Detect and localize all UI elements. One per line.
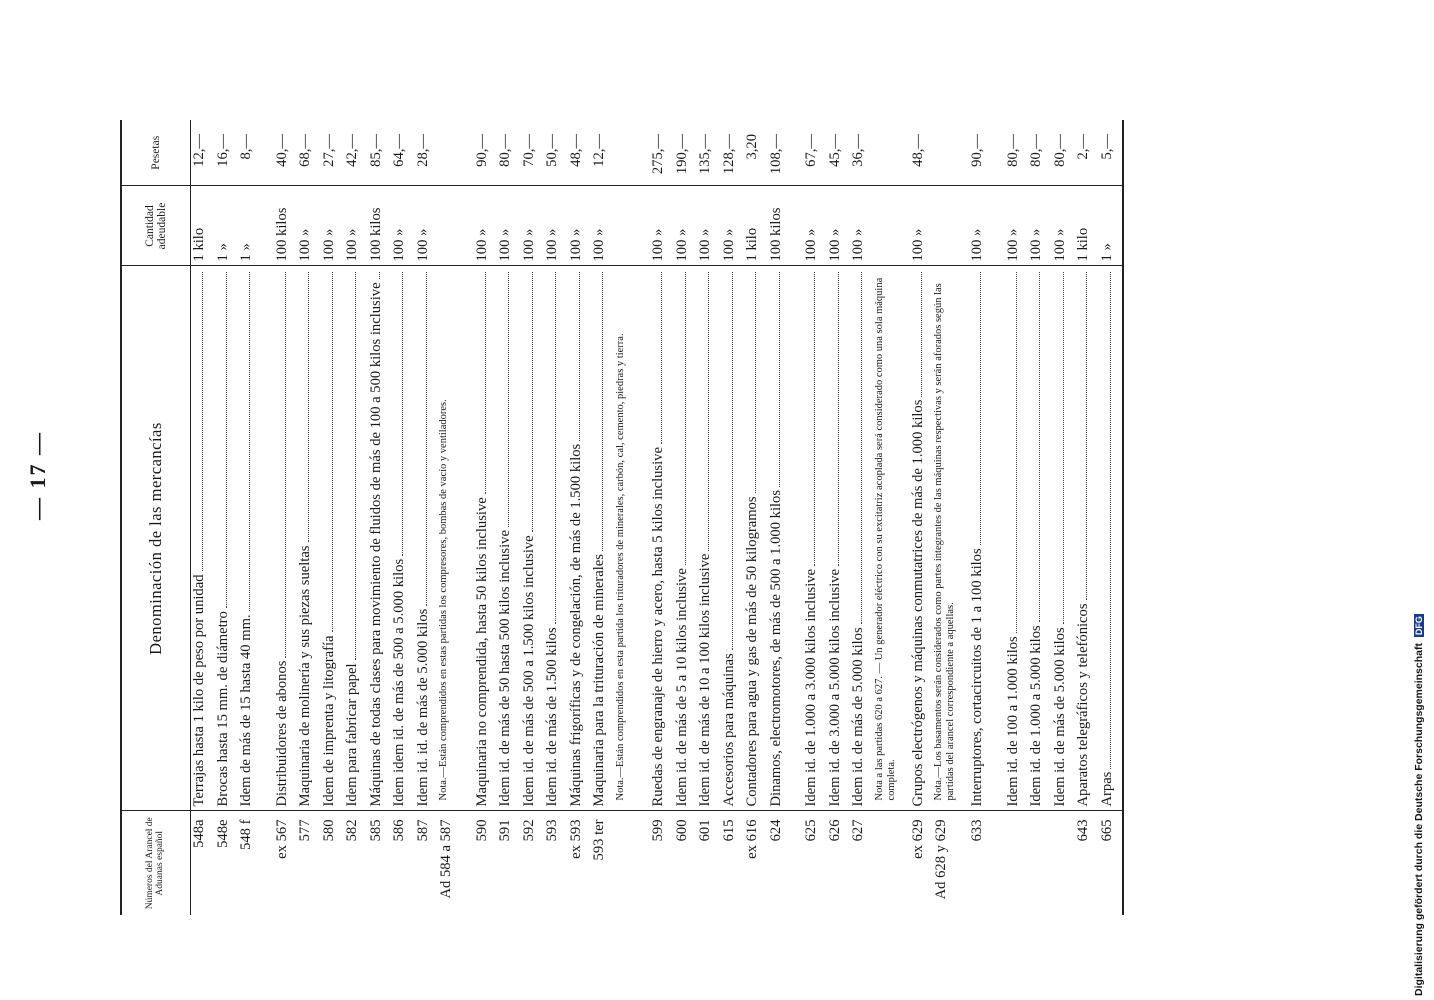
tariff-number: 633 (969, 819, 986, 842)
note-cell (933, 266, 957, 811)
tariff-number: 665 (1099, 811, 1124, 915)
dot-leader (402, 273, 403, 556)
pesetas-value: 8,— (238, 120, 262, 186)
quantity-unit: 100 » (850, 186, 874, 266)
tariff-number: 643 (1075, 819, 1092, 842)
dot-leader (1086, 273, 1087, 601)
dot-leader (285, 273, 286, 658)
quantity-unit: 100 » (521, 186, 545, 266)
dot-leader (532, 273, 533, 533)
description-text: Idem id. de 100 a 1.000 kilos (1004, 636, 1021, 807)
dot-leader (1110, 273, 1111, 769)
pesetas-value (438, 120, 462, 186)
pesetas-value: 90,— (969, 120, 993, 186)
tariff-number: Ad 628 y 629 (933, 819, 950, 900)
pesetas-value: 90,— (474, 120, 498, 186)
quantity-unit: 1 » (238, 186, 262, 266)
pesetas-value: 36,— (850, 120, 874, 186)
table-row (1052, 120, 1076, 915)
table-row (438, 120, 462, 915)
description-text: Idem id. de más de 5.000 kilos (1051, 627, 1068, 807)
dot-leader (379, 273, 380, 280)
quantity-unit: 100 » (544, 186, 568, 266)
pesetas-value: 85,— (368, 120, 392, 186)
goods-description (1075, 266, 1099, 811)
dot-leader (1016, 273, 1017, 634)
pesetas-value: 80,— (1005, 120, 1029, 186)
table-row (568, 120, 592, 915)
note-cell (874, 266, 898, 811)
dot-leader (755, 273, 756, 494)
table-row (850, 120, 874, 915)
goods-description (969, 266, 993, 811)
dot-leader (202, 273, 203, 572)
table-row (391, 120, 415, 915)
description-text: Arpas (1098, 771, 1115, 807)
tariff-number: 591 (497, 819, 513, 842)
description-text: Idem id. id. de más de 5.000 kilos (414, 608, 431, 807)
table-header-row (121, 120, 191, 915)
goods-description (827, 266, 851, 811)
quantity-unit: 1 kilo (191, 186, 215, 266)
row-spacer (462, 120, 474, 915)
table-row (474, 120, 498, 915)
tariff-number: 592 (520, 819, 537, 842)
description-text: Idem idem id. de más de 500 a 5.000 kilos (391, 558, 407, 807)
quantity-unit (933, 186, 957, 266)
quantity-unit: 100 » (697, 186, 721, 266)
pesetas-value: 70,— (521, 120, 545, 186)
note-text: Nota.—Están comprendidos en estas partidas los compresores, bombas de vacío y ventiladores. (438, 399, 449, 801)
description-text: Idem id. de más de 5 a 10 kilos inclusive (673, 568, 690, 807)
goods-description (1099, 266, 1124, 811)
description-text: Idem de más de 15 hasta 40 mm. (238, 614, 254, 807)
quantity-unit: 100 kilos (274, 186, 298, 266)
description-text: Contadores para agua y gas de más de 50 kilogramos (744, 496, 760, 807)
tariff-number: 585 (367, 819, 384, 842)
quantity-unit: 100 » (1005, 186, 1029, 266)
table-row (650, 120, 674, 915)
goods-description (591, 266, 615, 811)
note-text: Nota.—Los basamentos serán considerados como partes integrantes de las máquinas respectivas y serán aforados según las partidas del arancel correspondiente a aquellas. (933, 283, 957, 801)
dot-leader (1063, 273, 1064, 625)
description-text: Terrajas hasta 1 kilo de peso por unidad (191, 574, 207, 807)
dfg-logo: DFG (1414, 616, 1424, 636)
quantity-unit: 100 » (803, 186, 827, 266)
tariff-number (874, 811, 898, 915)
goods-description (191, 266, 215, 811)
quantity-unit: 100 » (474, 186, 498, 266)
note-cell (615, 266, 639, 811)
table-row (297, 120, 321, 915)
tariff-number: ex 616 (744, 819, 760, 859)
description-text: Aparatos telegráficos y telefónicos (1075, 603, 1092, 807)
row-spacer (638, 120, 650, 915)
tariff-number (615, 811, 639, 915)
description-text: Idem id. de más de 5.000 kilos (850, 627, 866, 807)
tariff-number: 587 (414, 819, 431, 842)
table-row (721, 120, 745, 915)
tariff-number: 548e (214, 819, 231, 848)
tariff-number: 627 (850, 819, 866, 842)
quantity-unit: 100 » (415, 186, 439, 266)
pesetas-value: 27,— (321, 120, 345, 186)
dot-leader (861, 273, 862, 625)
table-row (344, 120, 368, 915)
pesetas-value: 80,— (497, 120, 521, 186)
pesetas-value: 67,— (803, 120, 827, 186)
pesetas-value: 12,— (191, 120, 215, 186)
goods-description (321, 266, 345, 811)
table-row (803, 120, 827, 915)
table-row (1099, 120, 1124, 915)
tariff-number: 582 (344, 819, 360, 842)
table-body (191, 120, 1124, 915)
quantity-unit: 100 » (910, 186, 934, 266)
pesetas-value: 68,— (297, 120, 321, 186)
tariff-table (120, 120, 1124, 915)
goods-description (803, 266, 827, 811)
quantity-unit: 100 » (568, 186, 592, 266)
tariff-number: ex 593 (567, 819, 584, 859)
table-row (697, 120, 721, 915)
header-numeros: Números del Arancel de Aduanas español (121, 811, 191, 915)
pesetas-value: 12,— (591, 120, 615, 186)
dot-leader (814, 273, 815, 566)
dot-leader (732, 273, 733, 651)
pesetas-value: 190,— (674, 120, 698, 186)
description-text: Idem id. de 3.000 a 5.000 kilos inclusive (826, 568, 843, 807)
tariff-number: 625 (803, 819, 819, 842)
table-row (274, 120, 298, 915)
row-spacer (791, 120, 803, 915)
description-text: Grupos electrógenos y máquinas conmutatrices de más de 1.000 kilos (909, 399, 926, 807)
goods-description (368, 266, 392, 811)
tariff-number: 590 (473, 819, 490, 842)
goods-description (391, 266, 415, 811)
dot-leader (1039, 273, 1040, 623)
description-text: Máquinas frigoríficas y de congelación, de más de 1.500 kilos (567, 443, 584, 807)
goods-description (850, 266, 874, 811)
table-row (744, 120, 768, 915)
goods-description (674, 266, 698, 811)
quantity-unit: 1 » (1099, 186, 1124, 266)
table-row (238, 120, 262, 915)
dot-leader (332, 273, 333, 633)
dot-leader (355, 273, 356, 661)
quantity-unit: 100 » (827, 186, 851, 266)
pesetas-value (874, 120, 898, 186)
tariff-number: 600 (673, 819, 690, 842)
goods-description (1028, 266, 1052, 811)
goods-description (415, 266, 439, 811)
note-cell (438, 266, 462, 811)
table-row (497, 120, 521, 915)
pesetas-value: 275,— (650, 120, 674, 186)
quantity-unit (438, 186, 462, 266)
header-denominacion: Denominación de las mercancías (121, 266, 191, 811)
quantity-unit: 100 » (1052, 186, 1076, 266)
quantity-unit (615, 186, 639, 266)
pesetas-value: 48,— (568, 120, 592, 186)
tariff-number: 577 (297, 819, 313, 842)
description-text: Dinamos, electromotores, de más de 500 a 1.000 kilos (767, 489, 784, 807)
table-row (910, 120, 934, 915)
tariff-number: 601 (697, 819, 713, 842)
pesetas-value: 80,— (1028, 120, 1052, 186)
goods-description (297, 266, 321, 811)
note-text: Nota a las partidas 620 a 627. — Un generador eléctrico con su excitatriz acoplada será considerado como una sola máquina completa. (873, 277, 897, 801)
quantity-unit: 100 » (344, 186, 368, 266)
quantity-unit: 100 kilos (368, 186, 392, 266)
table-row (544, 120, 568, 915)
goods-description (650, 266, 674, 811)
dot-leader (579, 273, 580, 441)
quantity-unit: 100 » (650, 186, 674, 266)
goods-description (544, 266, 568, 811)
tariff-number: 626 (826, 819, 843, 842)
description-text: Maquinaria no comprendida, hasta 50 kilos inclusive (473, 497, 490, 807)
tariff-number: ex 567 (273, 819, 290, 859)
table-row (191, 120, 215, 915)
table-row (215, 120, 239, 915)
table-row (415, 120, 439, 915)
table-row (768, 120, 792, 915)
tariff-number: ex 629 (909, 819, 926, 859)
description-text: Idem id. de más de 500 a 1.500 kilos inclusive (520, 535, 537, 807)
row-spacer (898, 120, 910, 915)
tariff-number: 615 (720, 819, 737, 842)
page-number: — 17 — (25, 431, 50, 520)
tariff-number (1052, 811, 1076, 915)
dot-leader (838, 273, 839, 566)
tariff-number: 548 f (238, 819, 254, 850)
dot-leader (485, 273, 486, 495)
description-text: Idem id. de más de 50 hasta 500 kilos inclusive (497, 530, 513, 807)
dot-leader (661, 273, 662, 445)
pesetas-value: 2,— (1075, 120, 1099, 186)
description-text: Idem id. de más de 1.500 kilos (544, 627, 560, 807)
table-row (969, 120, 993, 915)
quantity-unit: 100 » (321, 186, 345, 266)
quantity-unit: 100 » (297, 186, 321, 266)
table-row (321, 120, 345, 915)
quantity-unit: 100 » (721, 186, 745, 266)
goods-description (697, 266, 721, 811)
pesetas-value: 48,— (910, 120, 934, 186)
tariff-number: 548a (191, 819, 207, 848)
pesetas-value: 108,— (768, 120, 792, 186)
dfg-credit (1413, 614, 1425, 996)
quantity-unit: 100 » (674, 186, 698, 266)
description-text: Máquinas de todas clases para movimiento de fluidos de más de 100 a 500 kilos inclusive (367, 282, 384, 807)
tariff-number (1005, 811, 1029, 915)
goods-description (474, 266, 498, 811)
pesetas-value: 5,— (1099, 120, 1124, 186)
dot-leader (685, 273, 686, 566)
quantity-unit: 100 » (591, 186, 615, 266)
table-row (368, 120, 392, 915)
table-row (591, 120, 615, 915)
table-row (615, 120, 639, 915)
quantity-unit: 1 kilo (744, 186, 768, 266)
description-text: Distribuidores de abonos (273, 660, 290, 807)
quantity-unit: 100 » (969, 186, 993, 266)
goods-description (568, 266, 592, 811)
table-row (827, 120, 851, 915)
pesetas-value: 50,— (544, 120, 568, 186)
pesetas-value: 40,— (274, 120, 298, 186)
pesetas-value (615, 120, 639, 186)
tariff-number: 586 (391, 819, 407, 842)
description-text: Idem para fabricar papel (344, 663, 360, 807)
note-text: Nota.—Están comprendidos en esta partida los trituradores de minerales, carbón, cal, cemento, piedras y tierra. (614, 333, 626, 801)
table-row (674, 120, 698, 915)
goods-description (274, 266, 298, 811)
goods-description (344, 266, 368, 811)
quantity-unit: 100 » (391, 186, 415, 266)
pesetas-value: 80,— (1052, 120, 1076, 186)
tariff-number: 624 (767, 819, 784, 842)
goods-description (215, 266, 239, 811)
pesetas-value: 16,— (215, 120, 239, 186)
description-text: Idem de imprenta y litografía (320, 635, 337, 807)
description-text: Idem id. de 1.000 a 5.000 kilos (1028, 625, 1045, 807)
row-spacer (957, 120, 969, 915)
goods-description (1005, 266, 1029, 811)
dot-leader (602, 273, 603, 552)
table-row (874, 120, 898, 915)
quantity-unit: 1 kilo (1075, 186, 1099, 266)
tariff-number: 593 ter (591, 819, 607, 861)
dot-leader (249, 273, 250, 612)
table-row (1005, 120, 1029, 915)
quantity-unit: 100 » (497, 186, 521, 266)
tariff-number: 593 (544, 819, 560, 842)
description-text: Accesorios para máquinas (720, 653, 737, 807)
pesetas-value (933, 120, 957, 186)
dot-leader (779, 273, 780, 487)
pesetas-value: 135,— (697, 120, 721, 186)
pesetas-value: 3,20 (744, 120, 768, 186)
tariff-number: Ad 584 a 587 (438, 819, 454, 899)
description-text: Ruedas de engranaje de hierro y acero, hasta 5 kilos inclusive (650, 447, 666, 807)
table-row (1028, 120, 1052, 915)
tariff-number: 599 (650, 819, 666, 842)
description-text: Idem id. de 1.000 a 3.000 kilos inclusive (803, 568, 819, 807)
dot-leader (555, 273, 556, 625)
pesetas-value: 42,— (344, 120, 368, 186)
row-spacer (262, 120, 274, 915)
table-row (1075, 120, 1099, 915)
credit-text: Digitalisierung gefördert durch die Deutsche Forschungsgemeinschaft (1413, 643, 1425, 996)
tariff-number (1028, 811, 1052, 915)
goods-description (744, 266, 768, 811)
quantity-unit (874, 186, 898, 266)
tariff-number: 580 (320, 819, 337, 842)
description-text: Maquinaria de molinería y sus piezas sueltas (297, 545, 313, 807)
quantity-unit: 1 » (215, 186, 239, 266)
dot-leader (980, 273, 981, 546)
dot-leader (226, 273, 227, 609)
description-text: Interruptores, cortacircuitos de 1 a 100 kilos (969, 548, 986, 807)
row-spacer (993, 120, 1005, 915)
quantity-unit: 100 kilos (768, 186, 792, 266)
dot-leader (708, 273, 709, 551)
pesetas-value: 128,— (721, 120, 745, 186)
rotated-tariff-sheet (25, 120, 1300, 915)
dot-leader (308, 273, 309, 543)
dot-leader (426, 273, 427, 606)
goods-description (721, 266, 745, 811)
dot-leader (921, 273, 922, 397)
table-row (521, 120, 545, 915)
goods-description (521, 266, 545, 811)
header-pesetas: Pesetas (121, 120, 191, 186)
table-row (933, 120, 957, 915)
header-cantidad: Cantidad adeudable (121, 186, 191, 266)
goods-description (768, 266, 792, 811)
goods-description (1052, 266, 1076, 811)
goods-description (497, 266, 521, 811)
goods-description (910, 266, 934, 811)
description-text: Idem id. de más de 10 a 100 kilos inclusive (697, 553, 713, 807)
pesetas-value: 28,— (415, 120, 439, 186)
goods-description (238, 266, 262, 811)
description-text: Brocas hasta 15 mm. de diámetro (214, 611, 231, 807)
dot-leader (508, 273, 509, 528)
pesetas-value: 45,— (827, 120, 851, 186)
description-text: Maquinaria para la trituración de minerales (591, 554, 607, 807)
quantity-unit: 100 » (1028, 186, 1052, 266)
pesetas-value: 64,— (391, 120, 415, 186)
